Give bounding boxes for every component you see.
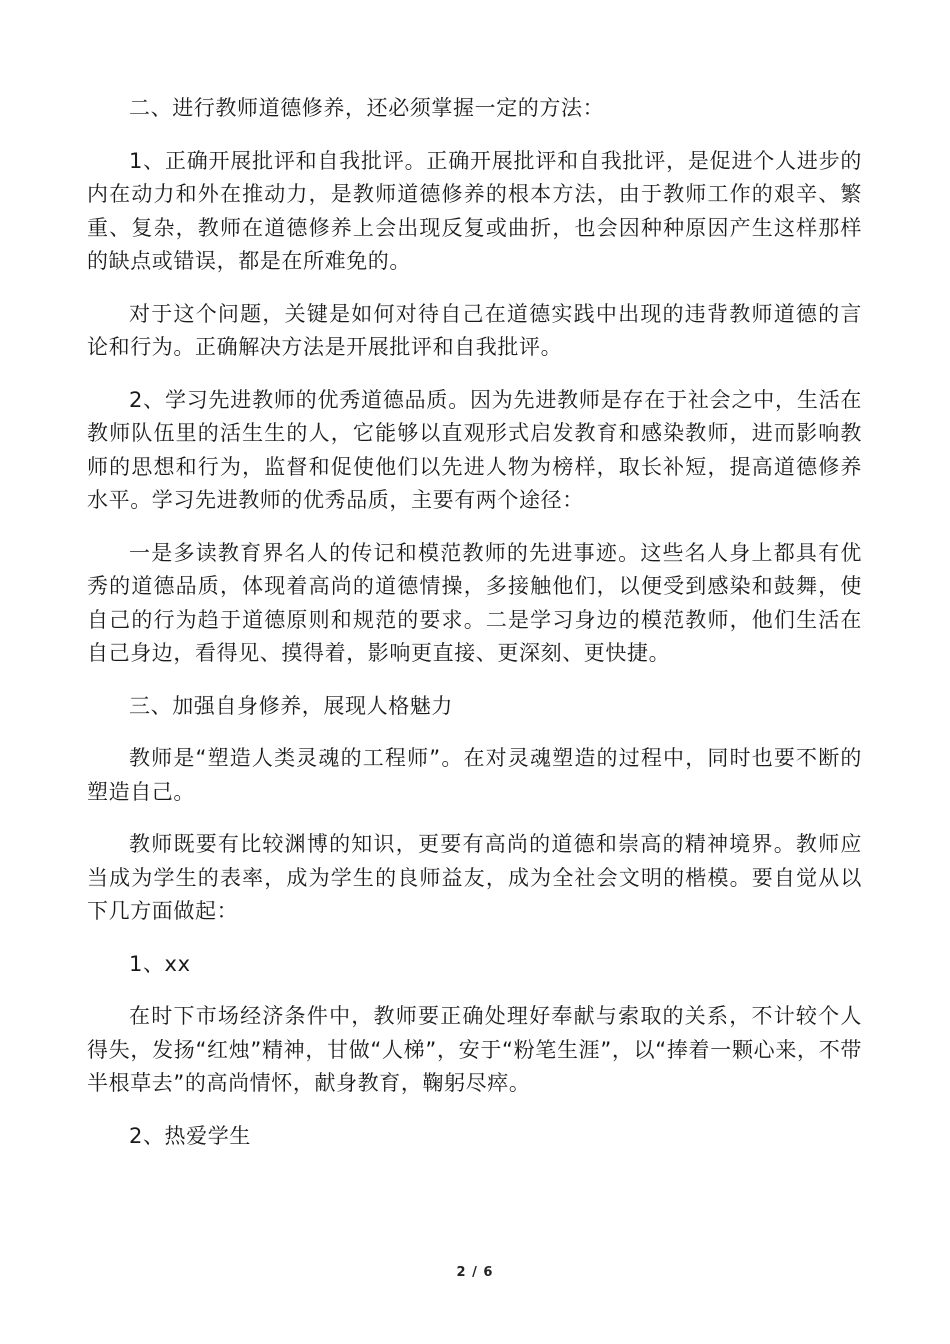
paragraph-item-2-heading: 2、热爱学生	[129, 1123, 251, 1148]
page-number: 2 / 6	[456, 1265, 494, 1280]
paragraph-self-cultivation-heading: 三、加强自身修养，展现人格魅力	[129, 693, 453, 718]
paragraph-two-ways: 一是多读教育界名人的传记和模范教师的先进事迹。这些名人身上都具有优秀的道德品质，体现着高尚的道德情操，多接触他们，以便受到感染和鼓舞，使自己的行为趋于道德原则和规范的要求。二是学习身边的模范教师，他们生活在自己身边，看得见、摸得着，影响更直接、更深刻、更快捷。	[87, 540, 862, 665]
paragraph-criticism-solution: 对于这个问题，关键是如何对待自己在道德实践中出现的违背教师道德的言论和行为。正确解决方法是开展批评和自我批评。	[87, 301, 862, 359]
paragraph-dedication: 在时下市场经济条件中，教师要正确处理好奉献与索取的关系，不计较个人得失，发扬“红烛”精神，甘做“人梯”，安于“粉笔生涯”，以“捧着一颗心来，不带半根草去”的高尚情怀，献身教育，鞠躬尽瘁。	[87, 1004, 862, 1095]
paragraph-criticism: 1、正确开展批评和自我批评。正确开展批评和自我批评，是促进个人进步的内在动力和外在推动力，是教师道德修养的根本方法，由于教师工作的艰辛、繁重、复杂，教师在道德修养上会出现反复或曲折，也会因种种原因产生这样那样的缺点或错误，都是在所难免的。	[87, 148, 862, 273]
document-body	[87, 92, 862, 1172]
paragraph-soul-engineer: 教师是“塑造人类灵魂的工程师”。在对灵魂塑造的过程中，同时也要不断的塑造自己。	[87, 746, 862, 804]
paragraph-method-heading: 二、进行教师道德修养，还必须掌握一定的方法：	[129, 96, 605, 120]
paragraph-item-1-heading: 1、xx	[129, 951, 191, 976]
paragraph-knowledge-morality: 教师既要有比较渊博的知识，更要有高尚的道德和崇高的精神境界。教师应当成为学生的表率，成为学生的良师益友，成为全社会文明的楷模。要自觉从以下几方面做起：	[87, 832, 862, 923]
paragraph-learn-advanced: 2、学习先进教师的优秀道德品质。因为先进教师是存在于社会之中，生活在教师队伍里的活生生的人，它能够以直观形式启发教育和感染教师，进而影响教师的思想和行为，监督和促使他们以先进人物为榜样，取长补短，提高道德修养水平。学习先进教师的优秀品质，主要有两个途径：	[87, 387, 862, 512]
